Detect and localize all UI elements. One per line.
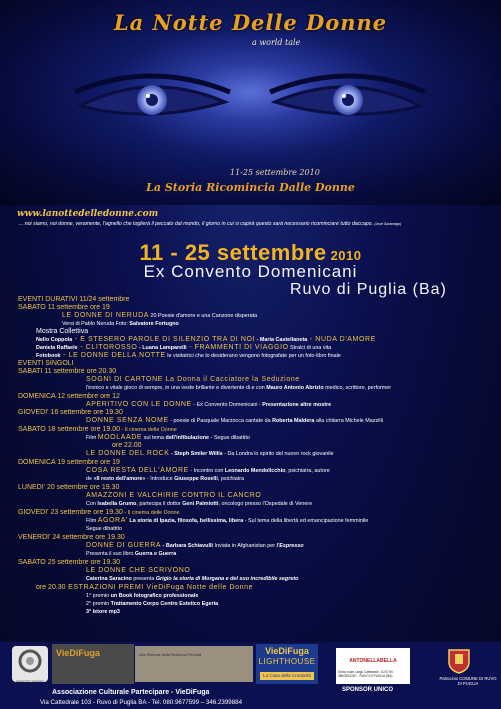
comune-crest xyxy=(446,646,472,674)
viedifuga-logo xyxy=(52,644,134,684)
eyes-illustration xyxy=(40,62,460,142)
association-address: Via Cattedrale 103 - Ruvo di Puglia BA - Tel. 080.9677599 – 346.2399884 xyxy=(40,699,243,706)
venue: Ex Convento Domenicani xyxy=(143,262,358,281)
program-line: LE DONNE DEL ROCK - Steph Smiler Willis - Da Londra lo spirito del nuovo rock giovanile xyxy=(86,450,334,457)
day-heading: VENERDI' 24 settembre ore 19.30 xyxy=(18,534,125,541)
hero-dates: 11-25 settembre 2010 xyxy=(230,168,320,177)
event-title: AMAZZONI E VALCHIRIE CONTRO IL CANCRO xyxy=(86,492,262,499)
day-heading: GIOVEDI' 23 settembre ore 19.30 - Il cinema delle Donne xyxy=(18,509,180,516)
photo-banner-tag: Alla Ricerca della Bellezza Perduta xyxy=(139,652,202,657)
quote-text: ... noi siamo, noi donne, veramente, l'agnello che toglierà il peccato dal mondo, il giorno in cui si capirà questo sarà necessario ricominciare tutto daccapo. xyxy=(19,221,373,227)
quote xyxy=(19,221,489,227)
website-link[interactable]: www.lanottedelledonne.com xyxy=(17,209,159,219)
program-line: Presenta il suo libro Guerra e Guerra xyxy=(86,551,177,557)
program-line: de «Il resto dell'amore» - Introduce Giuseppe Roselli, psichiatra xyxy=(86,476,245,482)
partecipare-logo xyxy=(12,646,48,682)
quote-source: (José Saramago) xyxy=(374,222,402,226)
program-time: ore 22.00 xyxy=(112,442,142,449)
day-heading: SABATO 11 settembre ore 19 xyxy=(18,304,110,311)
program-line: LE DONNE DI NERUDA 20 Poesie d'amore e una Canzone disperata xyxy=(62,312,258,319)
lighthouse-word: LIGHTHOUSE xyxy=(258,657,316,666)
program-line: ore 20.30 ESTRAZIONI PREMI VieDiFuga Notte delle Donne xyxy=(36,584,254,591)
program-line: Con Isabella Grumo, partecipa il dottor Geni Palmiotti, oncologo presso l'Ospedale di Venere xyxy=(86,501,313,507)
event-dates-text: 11 - 25 settembre xyxy=(139,240,327,265)
program-line: Daniela Raffaele - CLITOROSSO - Luana Lamparelli - FRAMMENTI DI VIAGGIO Stralci di una vita xyxy=(36,344,332,351)
event-year: 2010 xyxy=(330,248,362,263)
program-line: Fotobook - LE DONNE DELLA NOTTE le visitatrici che lo desiderano vengono fotografate per un foto-libro finale xyxy=(36,352,341,359)
hero-tagline: La Storia Ricomincia Dalle Donne xyxy=(146,181,355,194)
poster-subtitle: a world tale xyxy=(252,38,301,47)
partecipare-icon xyxy=(12,646,48,674)
program-line: DONNE SENZA NOME - poesie di Pasquale Marzocca cantate da Roberta Maldera alla chitarra Michele Mazzilli xyxy=(86,417,383,424)
program-line: Segue dibattito xyxy=(86,526,122,532)
sponsor-label: SPONSOR UNICO xyxy=(342,687,394,693)
footer xyxy=(0,642,501,709)
program-line: Film AGORA' La storia di Ipazia, filosofa, bellissima, libera - Sul tema della libertà ed emancipazione femminile xyxy=(86,517,369,524)
association-name: Associazione Culturale Partecipare - VieDiFuga xyxy=(52,689,210,696)
lighthouse-tag: La Casa della Creatività xyxy=(260,672,314,680)
program-line: 1° premio un Book fotografico professionale xyxy=(86,593,199,599)
day-heading: SABATO 25 settembre ore 19.30 xyxy=(18,559,121,566)
day-heading: SABATO 18 settembre ore 19.00 - Il cinema delle Donne xyxy=(18,426,177,433)
program-line: COSA RESTA DELL'AMORE - Incontro con Leonardo Mendolicchio, psichiatra, autore xyxy=(86,467,330,474)
program-line: Caterina Saracino presenta Grigio la storia di Morgana e del suo incredibile segreto xyxy=(86,576,299,582)
day-heading: GIOVEDI' 16 settembre ore 19.30 xyxy=(18,409,123,416)
program-line: 3° letore mp3 xyxy=(86,609,120,615)
event-title: SOGNI DI CARTONE La Donna il Cacciatore la Seduzione xyxy=(86,376,300,383)
section-heading: EVENTI SINGOLI xyxy=(18,360,74,367)
day-heading: LUNEDI' 20 settembre ore 19.30 xyxy=(18,484,120,491)
photo-banner xyxy=(135,646,253,682)
poster-title: La Notte Delle Donne xyxy=(113,10,388,35)
day-heading: SABATI 11 settembre ore 20.30 xyxy=(18,368,117,375)
program-line: l'ironico e vitale gioco di sempre, in una veste brillante e divertente di e con Mauro Antonio Abrizio medico, scrittore, performer xyxy=(86,385,392,391)
program-line: Film MOOLAADE sul tema dell'infibulazione - Segue dibattito xyxy=(86,434,250,441)
viedifuga-name: VieDiFuga xyxy=(56,648,100,658)
day-heading: DOMENICA 19 settembre ore 19 xyxy=(18,459,120,466)
hero-image xyxy=(0,0,501,205)
section-heading: EVENTI DURATIVI 11/24 settembre xyxy=(18,296,130,303)
partecipare-text: PARTECIPARE xyxy=(16,679,44,684)
program-line: 2° premio Trattamento Corpo Centro Estetico Egeria xyxy=(86,601,219,607)
program-line: Nello Coppola - E STESERO PAROLE DI SILENZIO TRA DI NOI - Maria Castellaneta - NUDA D'AMORE xyxy=(36,336,376,343)
event-title: LE DONNE CHE SCRIVONO xyxy=(86,567,191,574)
crest-icon xyxy=(446,646,472,674)
patron-text: Patrocinio COMUNE DI RUVO DI PUGLIA xyxy=(439,676,497,686)
city: Ruvo di Puglia (Ba) xyxy=(290,281,447,298)
program-line: Mostra Collettiva xyxy=(36,328,89,335)
sponsor-brand: ANTONELLABELLA xyxy=(349,658,397,664)
sponsor-address: Show room Largo Cattedrale, 1/2/3 Tel. 080/3612267 - RUVO DI PUGLIA (BA) xyxy=(338,670,394,678)
program-line: Versi di Pablo Neruda Foto: Salvatore Fortugno xyxy=(62,321,179,327)
program-line: DONNE DI GUERRA - Barbara Schiavulli Inviata in Afghanistan per l'Espresso xyxy=(86,542,304,549)
program-line: APERITIVO CON LE DONNE - Ex Convento Domenicani - Presentazione altre mostre xyxy=(86,401,332,408)
day-heading: DOMENICA 12 settembre ore 12 xyxy=(18,393,120,400)
lighthouse-name: VieDiFuga xyxy=(265,646,309,656)
sponsor-logo xyxy=(336,648,410,684)
lighthouse-logo xyxy=(256,644,318,684)
